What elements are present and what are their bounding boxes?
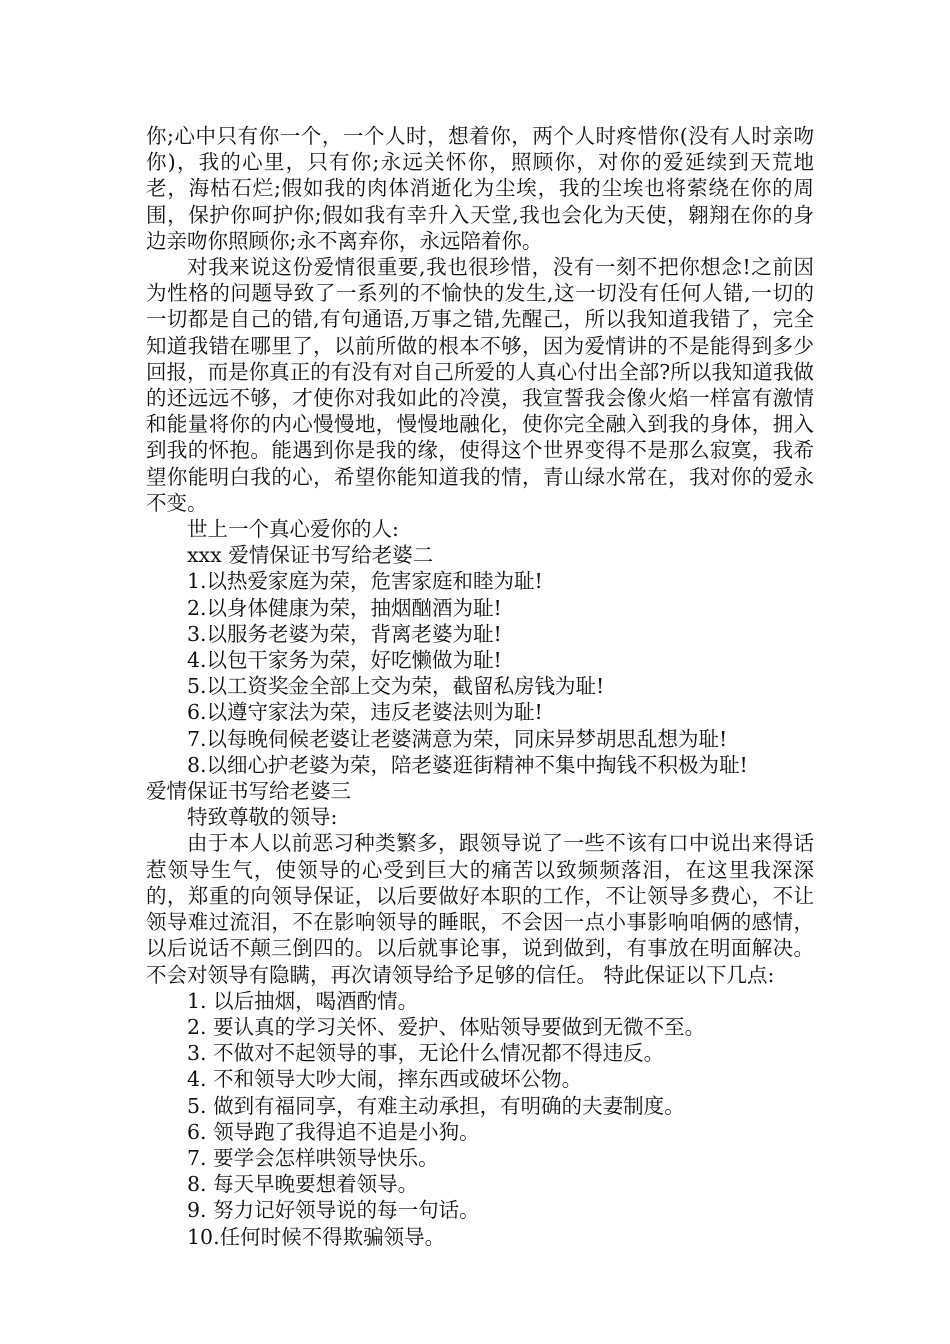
list-item: 4. 不和领导大吵大闹，摔东西或破坏公物。 <box>187 1067 583 1092</box>
list-item: 6.以遵守家法为荣，违反老婆法则为耻! <box>187 700 543 725</box>
list-item: 5. 做到有福同享，有难主动承担，有明确的夫妻制度。 <box>187 1093 685 1118</box>
list-item: 2.以身体健康为荣，抽烟酗酒为耻! <box>187 595 502 620</box>
list-item: 6. 领导跑了我得追不追是小狗。 <box>187 1119 480 1144</box>
list-item: 7. 要学会怎样哄领导快乐。 <box>187 1145 439 1170</box>
list-item: 8.以细心护老婆为荣，陪老婆逛街精神不集中掏钱不积极为耻! <box>187 752 748 777</box>
list-item: 9. 努力记好领导说的每一句话。 <box>187 1198 480 1223</box>
section-heading-2: xxx 爱情保证书写给老婆二 <box>187 543 434 568</box>
list-item: 1. 以后抽烟，喝酒酌情。 <box>187 988 419 1013</box>
pledge-list-2 <box>146 568 814 778</box>
list-item: 1.以热爱家庭为荣，危害家庭和睦为耻! <box>187 569 543 594</box>
list-item: 3.以服务老婆为荣，背离老婆为耻! <box>187 621 502 646</box>
list-item: 3. 不做对不起领导的事，无论什么情况都不得违反。 <box>187 1041 665 1066</box>
document-body <box>146 123 814 1250</box>
paragraph-3: 由于本人以前恶习种类繁多，跟领导说了一些不该有口中说出来得话惹领导生气，使领导的心受到巨大的痛苦以致频频落泪，在这里我深深的，郑重的向领导保证，以后要做好本职的工作，不让领导多费心，不让领导难过流泪，不在影响领导的睡眠，不会因一点小事影响咱俩的感情，以后说话不颠三倒四的。以后就事论事，说到做到，有事放在明面解决。不会对领导有隐瞒，再次请领导给予足够的信任。 特此保证以下几点: <box>146 831 814 987</box>
pledge-list-3 <box>146 988 814 1250</box>
section-heading-3: 爱情保证书写给老婆三 <box>146 779 351 804</box>
list-item: 4.以包干家务为荣，好吃懒做为耻! <box>187 648 502 673</box>
list-item: 2. 要认真的学习关怀、爱护、体贴领导要做到无微不至。 <box>187 1014 706 1039</box>
paragraph-2: 对我来说这份爱情很重要,我也很珍惜，没有一刻不把你想念!之前因为性格的问题导致了一系列的不愉快的发生,这一切没有任何人错,一切的一切都是自己的错,有句通语,万事之错,先醒己，所以我知道我错了，完全知道我错在哪里了，以前所做的根本不够，因为爱情讲的不是能得到多少回报，而是你真正的有没有对自己所爱的人真心付出全部?所以我知道我做的还远远不够，才使你对我如此的冷漠，我宣誓我会像火焰一样富有激情和能量将你的内心慢慢地，慢慢地融化，使你完全融入到我的身体，拥入到我的怀抱。能遇到你是我的缘，使得这个世界变得不是那么寂寞，我希望你能明白我的心，希望你能知道我的情，青山绿水常在，我对你的爱永不变。 <box>146 255 814 515</box>
salutation: 特致尊敬的领导: <box>187 805 338 830</box>
list-item: 5.以工资奖金全部上交为荣，截留私房钱为耻! <box>187 674 605 699</box>
signature-line: 世上一个真心爱你的人: <box>187 517 399 542</box>
list-item: 7.以每晚伺候老婆让老婆满意为荣，同床异梦胡思乱想为耻! <box>187 726 728 751</box>
list-item: 10.任何时候不得欺骗领导。 <box>187 1224 446 1249</box>
list-item: 8. 每天早晚要想着领导。 <box>187 1172 419 1197</box>
paragraph-1: 你;心中只有你一个，一个人时，想着你，两个人时疼惜你(没有人时亲吻你)，我的心里，只有你;永远关怀你，照顾你，对你的爱延续到天荒地老，海枯石烂;假如我的肉体消逝化为尘埃，我的尘埃也将萦绕在你的周围，保护你呵护你;假如我有幸升入天堂,我也会化为天使，翱翔在你的身边亲吻你照顾你;永不离弃你，永远陪着你。 <box>146 124 814 253</box>
